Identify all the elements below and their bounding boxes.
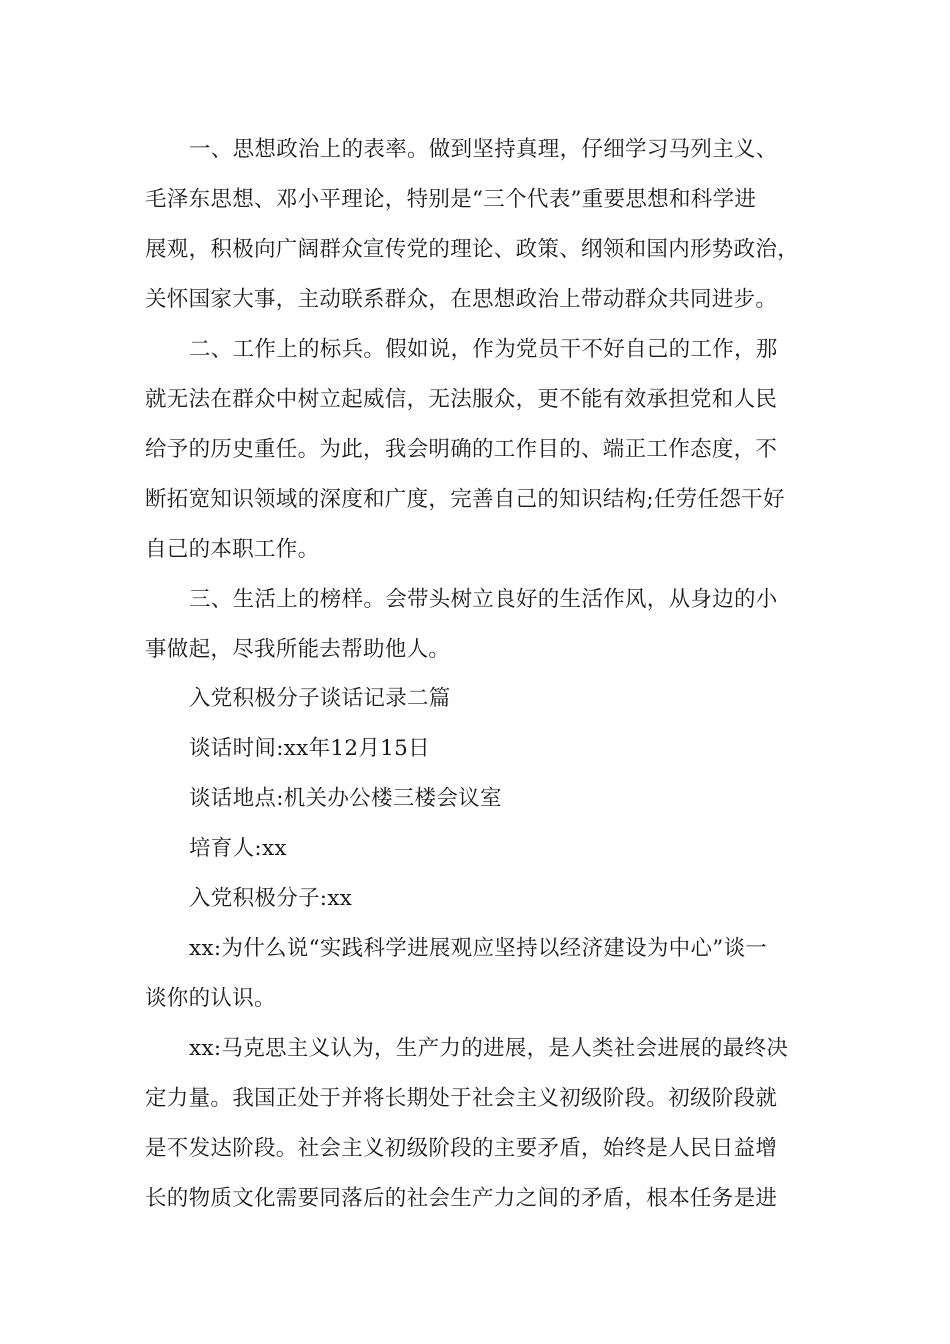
question-line-1: xx:为什么说“实践科学进展观应坚持以经济建设为中心”谈一 [189,936,768,961]
section-title: 入党积极分子谈话记录二篇 [189,686,451,711]
paragraph-1-line-1: 一、思想政治上的表率。做到坚持真理，仔细学习马列主义、 [189,137,778,162]
paragraph-1-line-3: 展观，积极向广阔群众宣传党的理论、政策、纲领和国内形势政治， [145,237,800,262]
question-line-2: 谈你的认识。 [145,986,276,1011]
paragraph-2-line-5: 自己的本职工作。 [145,537,320,562]
paragraph-2-line-4: 断拓宽知识领域的深度和广度，完善自己的知识结构;任劳任怨干好 [145,487,785,512]
answer-line-3: 是不发达阶段。社会主义初级阶段的主要矛盾，始终是人民日益增 [145,1136,778,1161]
interview-location: 谈话地点:机关办公楼三楼会议室 [189,786,502,811]
activist: 入党积极分子:xx [189,886,353,911]
paragraph-3-line-2: 事做起，尽我所能去帮助他人。 [145,637,451,662]
paragraph-3-line-1: 三、生活上的榜样。会带头树立良好的生活作风，从身边的小 [189,587,778,612]
paragraph-1-line-2: 毛泽东思想、邓小平理论，特别是“三个代表”重要思想和科学进 [145,187,757,212]
paragraph-2-line-1: 二、工作上的标兵。假如说，作为党员干不好自己的工作，那 [189,337,778,362]
answer-line-1: xx:马克思主义认为，生产力的进展，是人类社会进展的最终决 [189,1036,789,1061]
mentor: 培育人:xx [189,836,287,861]
paragraph-2-line-3: 给予的历史重任。为此，我会明确的工作目的、端正工作态度，不 [145,437,778,462]
answer-line-2: 定力量。我国正处于并将长期处于社会主义初级阶段。初级阶段就 [145,1086,778,1111]
answer-line-4: 长的物质文化需要同落后的社会生产力之间的矛盾，根本任务是进 [145,1186,778,1211]
interview-time: 谈话时间:xx年12月15日 [189,736,430,761]
paragraph-1-line-4: 关怀国家大事，主动联系群众，在思想政治上带动群众共同进步。 [145,287,778,312]
paragraph-2-line-2: 就无法在群众中树立起威信，无法服众，更不能有效承担党和人民 [145,387,778,412]
